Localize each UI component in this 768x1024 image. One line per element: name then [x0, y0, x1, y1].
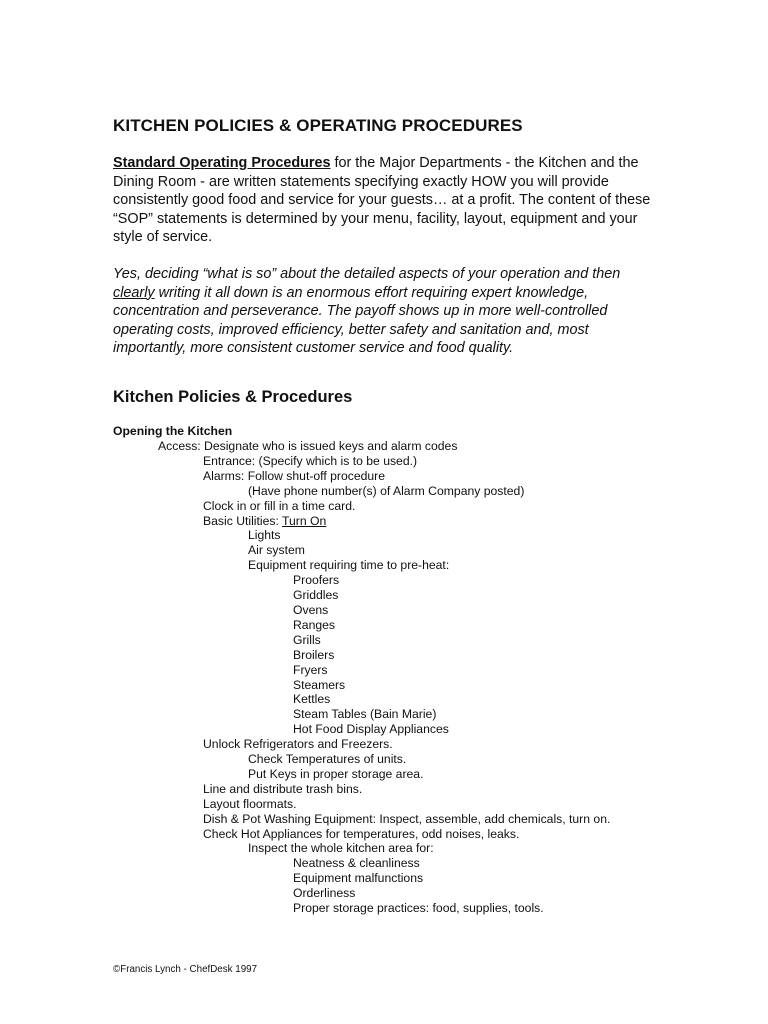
emphasis-before: Yes, deciding “what is so” about the detailed aspects of your operation and then	[113, 266, 621, 282]
intro-text: for the Major Departments - the Kitchen and the Dining Room - are written statements specifying exactly HOW you will provide consistently good food and service for your guests… at a profit. The content of these “SOP” statements is determined by your menu, facility, layout, equipment and your style of service.	[113, 155, 651, 245]
inspect-item: Equipment malfunctions	[293, 871, 424, 886]
outline-item: Equipment requiring time to pre-heat:	[248, 558, 450, 573]
emphasis-underlined: clearly	[113, 284, 155, 301]
document-title: KITCHEN POLICIES & OPERATING PROCEDURES	[113, 116, 523, 135]
preheat-item: Hot Food Display Appliances	[293, 722, 449, 737]
utilities-label: Basic Utilities:	[203, 513, 283, 528]
inspect-item: Proper storage practices: food, supplies, tools.	[293, 901, 544, 916]
outline-item: Check Hot Appliances for temperatures, odd noises, leaks.	[203, 826, 520, 841]
preheat-item: Fryers	[293, 662, 328, 677]
outline-item: Dish & Pot Washing Equipment: Inspect, assemble, add chemicals, turn on.	[203, 811, 611, 826]
preheat-item: Steamers	[293, 677, 346, 692]
outline-item: Put Keys in proper storage area.	[248, 766, 424, 781]
preheat-item: Griddles	[293, 588, 339, 603]
page-footer: ©Francis Lynch - ChefDesk 1997	[113, 964, 258, 975]
procedure-outline	[113, 439, 673, 916]
outline-item: Clock in or fill in a time card.	[203, 498, 356, 513]
outline-item: Lights	[248, 528, 281, 543]
outline-item: Entrance: (Specify which is to be used.)	[203, 453, 418, 468]
intro-paragraph	[113, 154, 653, 247]
outline-item: Unlock Refrigerators and Freezers.	[203, 737, 393, 752]
emphasis-after: writing it all down is an enormous effort requiring expert knowledge, concentration and perseverance. The payoff shows up in more well-controlled operating costs, improved efficiency, better safety and sanitation and, most importantly, more consistent customer service and food quality.	[113, 284, 608, 356]
outline-item: Check Temperatures of units.	[248, 752, 407, 767]
section-title: Kitchen Policies & Procedures	[113, 388, 353, 406]
preheat-item: Ovens	[293, 602, 329, 617]
preheat-item: Steam Tables (Bain Marie)	[293, 707, 437, 722]
outline-item: (Have phone number(s) of Alarm Company posted)	[248, 483, 525, 498]
preheat-item: Broilers	[293, 647, 335, 662]
emphasis-paragraph	[113, 265, 653, 358]
outline-item-utilities	[113, 514, 673, 529]
outline-item: Line and distribute trash bins.	[203, 781, 363, 796]
inspect-item: Orderliness	[293, 886, 356, 901]
outline-item: Access: Designate who is issued keys and alarm codes	[158, 439, 458, 453]
intro-lead: Standard Operating Procedures	[113, 155, 331, 171]
outline-item: Alarms: Follow shut-off procedure	[203, 468, 385, 483]
inspect-item: Neatness & cleanliness	[293, 856, 420, 871]
preheat-item: Kettles	[293, 692, 331, 707]
preheat-item: Ranges	[293, 617, 336, 632]
preheat-item: Grills	[293, 632, 321, 647]
preheat-item: Proofers	[293, 573, 340, 588]
outline-item: Air system	[248, 543, 305, 558]
utilities-turn-on: Turn On	[282, 513, 327, 528]
outline-item: Layout floormats.	[203, 796, 297, 811]
subheading-opening-kitchen: Opening the Kitchen	[113, 424, 233, 438]
outline-item: Inspect the whole kitchen area for:	[248, 841, 434, 856]
